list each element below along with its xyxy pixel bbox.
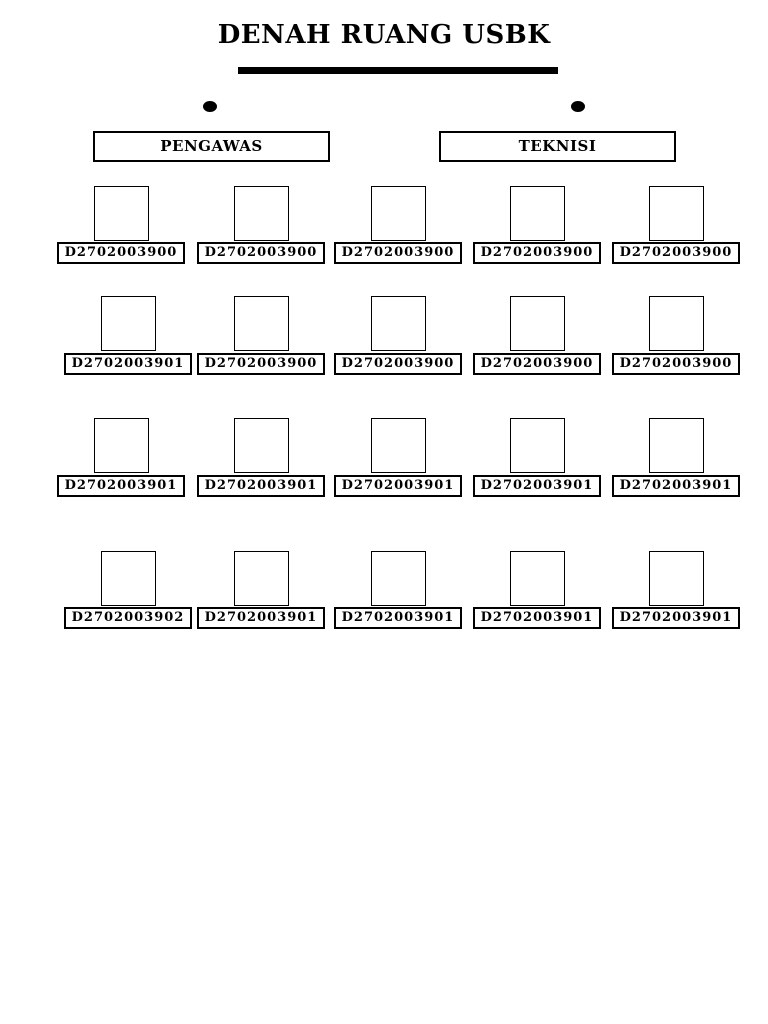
- computer-monitor: [371, 186, 426, 241]
- seat-code-label: D2702003900: [197, 242, 325, 264]
- computer-monitor: [94, 418, 149, 473]
- computer-monitor: [510, 296, 565, 351]
- computer-monitor: [94, 186, 149, 241]
- seat-code-label: D2702003900: [334, 353, 462, 375]
- computer-monitor: [510, 186, 565, 241]
- seat-code-label: D2702003900: [473, 353, 601, 375]
- seat-code-label: D2702003901: [612, 475, 740, 497]
- seat-code-label: D2702003901: [64, 353, 192, 375]
- seat-code-label: D2702003901: [197, 607, 325, 629]
- computer-monitor: [371, 296, 426, 351]
- computer-monitor: [649, 551, 704, 606]
- seat-code-label: D2702003900: [473, 242, 601, 264]
- computer-monitor: [371, 418, 426, 473]
- seat-code-label: D2702003900: [334, 242, 462, 264]
- seat-code-label: D2702003900: [57, 242, 185, 264]
- seat-code-label: D2702003900: [197, 353, 325, 375]
- computer-monitor: [101, 296, 156, 351]
- seat-code-label: D2702003900: [612, 242, 740, 264]
- seat-code-label: D2702003901: [473, 475, 601, 497]
- computer-monitor: [510, 418, 565, 473]
- computer-monitor: [649, 418, 704, 473]
- seat-code-label: D2702003900: [612, 353, 740, 375]
- computer-monitor: [234, 186, 289, 241]
- seat-code-label: D2702003901: [473, 607, 601, 629]
- computer-monitor: [234, 418, 289, 473]
- computer-monitor: [649, 296, 704, 351]
- page-title: DENAH RUANG USBK: [217, 20, 551, 50]
- seat-code-label: D2702003901: [334, 607, 462, 629]
- computer-monitor: [234, 551, 289, 606]
- seat-code-label: D2702003901: [197, 475, 325, 497]
- computer-monitor: [234, 296, 289, 351]
- seat-code-label: D2702003902: [64, 607, 192, 629]
- seat-code-label: D2702003901: [334, 475, 462, 497]
- computer-monitor: [101, 551, 156, 606]
- computer-monitor: [371, 551, 426, 606]
- role-box-pengawas: PENGAWAS: [93, 131, 330, 162]
- seat-code-label: D2702003901: [57, 475, 185, 497]
- computer-monitor: [649, 186, 704, 241]
- computer-monitor: [510, 551, 565, 606]
- seat-code-label: D2702003901: [612, 607, 740, 629]
- role-box-teknisi: TEKNISI: [439, 131, 676, 162]
